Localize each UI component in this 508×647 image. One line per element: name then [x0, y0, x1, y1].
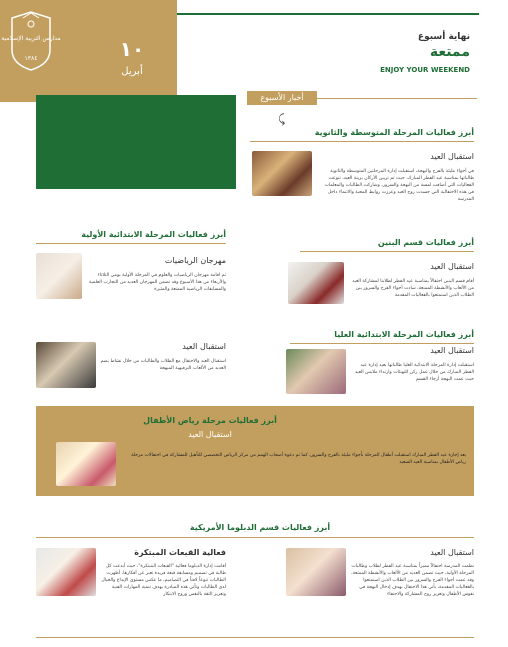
- svg-text:مدارس التربية الإسلامية: مدارس التربية الإسلامية: [1, 35, 61, 42]
- boys-section-title: أبرز فعاليات قسم البنين: [377, 238, 474, 247]
- upper-eid-subtitle: استقبال العيد: [430, 346, 474, 355]
- upper-section-title: أبرز فعاليات المرحلة الابتدائية العليا: [334, 330, 474, 339]
- school-logo-icon: [1, 10, 61, 72]
- weekend-line1: نهاية أسبوع: [417, 32, 470, 42]
- diploma-eid-text: نظمت المدرسة احتفالاً مميزاً بمناسبة عيد الفطر لطلاب وطالبات المرحلة الأولية، حيث تضمن العديد من الألعاب والأنشطة الممتعة، وقد عمت أجواء الفرح والسرور بين الطلاب الذين استمتعوا بالفعاليات المقدمة، بأتي هذا الاحتفال بهدف إدخال البهجة في نفوس الأطفال وتعزيز روح المشاركة والاحتفاء: [351, 564, 474, 597]
- math-festival-subtitle: مهرجان الرياضيات: [164, 256, 226, 265]
- math-festival-text: تم اقامة مهرجان الرياضيات والعلوم في المرحلة الأولية يومي الثلاثاء والأربعاء من هذا الأسبوع وقد تضمن المهرجان العديد من التجارب العلمية والمسابقات الرياضية الممتعة والمثيرة: [89, 273, 226, 292]
- date-month: أبريل: [121, 66, 143, 77]
- middle-section-title: أبرز فعاليات المرحلة المتوسطة والثانوية: [314, 128, 474, 137]
- hats-text: أقامت إدارة الدبلوما فعالية "القبعات المبتكرة"، حيث أبدعت كل طالبة في تصميم ومسابقة قبعة فريدة تعبر عن أفكارها، أظهرت الطالبات تنوعاً لافتاً في التصاميم، ما عكس مستوى الإبداع والخيال لدى الطالبات وتأتي هذه المبادرة بهدف تنمية المهارات الفنية وتعزيز الثقة بالنفس وروح الابتكار: [101, 564, 226, 597]
- primary-eid-text: استقبال العيد والاحتفال مع الطلاب والطالبات من خلال نشاط يضم العديد من الألعاب الترفيهية المبهجة: [100, 359, 226, 371]
- kg-eid-photo: [56, 442, 116, 486]
- diploma-section-title: أبرز فعاليات قسم الدبلوما الأمريكية: [189, 523, 331, 532]
- primary-eid-photo: [36, 342, 96, 388]
- kg-eid-subtitle: استقبال العيد: [188, 430, 232, 439]
- diploma-eid-subtitle: استقبال العيد: [430, 548, 474, 557]
- weekend-line2: ممتعة: [429, 44, 470, 60]
- hats-subtitle: فعالية القبعات المبتكرة: [134, 548, 226, 557]
- boys-eid-photo: [288, 262, 344, 304]
- section-rule: [250, 141, 474, 142]
- svg-text:١٣٨٤: ١٣٨٤: [24, 55, 38, 62]
- section-rule: [300, 251, 474, 252]
- upper-eid-text: استقبلت إدارة المرحلة الابتدائية العليا طالباتها بعيد إدارة عيد الفطر المبارك من خلال عمل ركن للتهنئات وارتداء ملابس العيد حيث عمت البهجة أرجاء القسم: [354, 363, 474, 382]
- boys-eid-subtitle: استقبال العيد: [430, 262, 474, 271]
- hats-photo: [36, 548, 96, 596]
- kg-eid-text: بعد إجازة عيد الفطر المبارك استقبلت أطفال المرحلة بأجواء مليئة بالفرح والسرور، كما تم دعوة أصحاب الهمم من مركز الرياض التخصصي للتأهيل للمشاركة في احتفالات مرحلة رياض الأطفال بمناسبة العيد السعيد: [131, 453, 466, 465]
- diploma-eid-photo: [286, 548, 346, 596]
- news-rule: [317, 98, 477, 99]
- upper-eid-photo: [286, 349, 346, 394]
- date-day: ١٠: [119, 37, 145, 61]
- green-decor-block: [36, 95, 236, 189]
- middle-eid-subtitle: استقبال العيد: [430, 152, 474, 161]
- header-rule: [177, 13, 479, 15]
- section-rule: [36, 243, 226, 244]
- news-tag: أخبار الأسبوع: [247, 91, 317, 105]
- section-rule: [290, 343, 474, 344]
- footer-rule: [36, 637, 474, 638]
- primary-eid-subtitle: استقبال العيد: [182, 342, 226, 351]
- boys-eid-text: أقام قسم البنين احتفالاً بمناسبة عيد الفطر لطلابنا لمشاركة العيد من الألعاب والأنشطة الممتعة، سادت أجواء الفرح والسرور بين الطلاب الذين استمتعوا بالفعاليات المقدمة: [352, 279, 474, 298]
- weekend-english: ENJOY YOUR WEEKEND: [380, 66, 470, 74]
- kg-section-title: أبرز فعاليات مرحلة رياض الأطفال: [143, 416, 277, 425]
- date-box: [111, 38, 153, 77]
- section-rule: [36, 537, 474, 538]
- middle-eid-photo: [252, 151, 312, 196]
- curved-arrow-icon: ⤹: [278, 112, 286, 126]
- middle-eid-text: في أجواء مليئة بالفرح والبهجة، استقبلت إدارة المرحلتين المتوسطة والثانوية طالباتها بمناسبة عيد الفطر المبارك، حيث تم تزيين الأركان بزينة العيد، تنوعت الفعاليات التي أضافت لمسة من البهجة والسرور، وشاركت الطالبات والمعلمات في هذه الاحتفالية التي جسدت روح العيد وعززت روابط المحبة والانتماء داخل المدرسة: [324, 169, 474, 202]
- primary-section-title: أبرز فعاليات المرحلة الابتدائية الأولية: [81, 230, 226, 239]
- math-festival-photo: [36, 253, 82, 299]
